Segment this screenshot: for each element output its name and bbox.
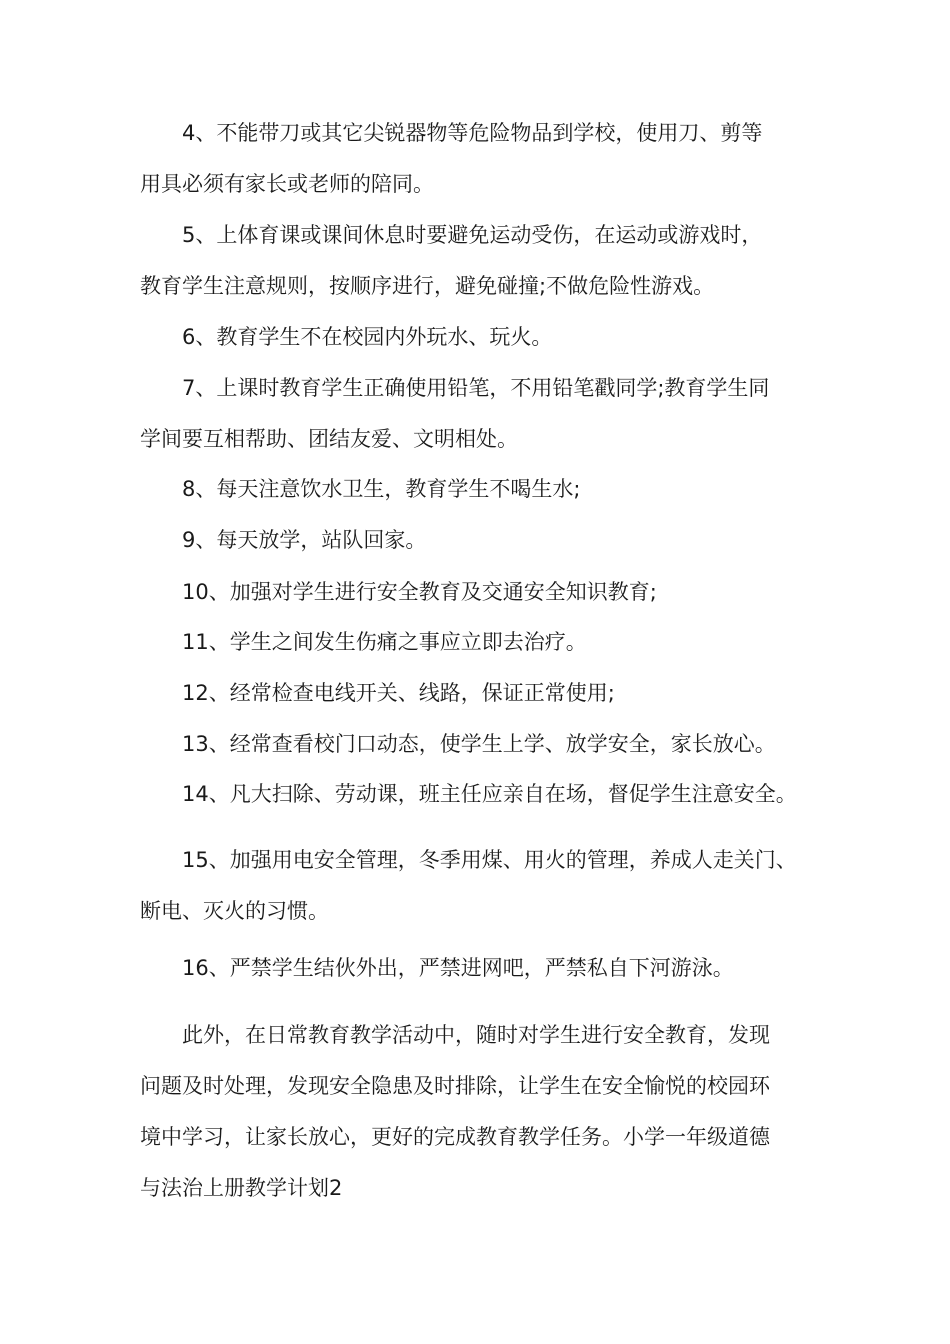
paragraph-line: 教育学生注意规则，按顺序进行，避免碰撞;不做危险性游戏。 xyxy=(140,274,715,298)
paragraph-line: 断电、灭火的习惯。 xyxy=(140,899,329,923)
paragraph-item-16 xyxy=(140,943,840,994)
paragraph-line: 8、每天注意饮水卫生，教育学生不喝生水; xyxy=(182,477,581,501)
paragraph-item-13 xyxy=(140,719,840,770)
paragraph-line: 14、凡大扫除、劳动课，班主任应亲自在场，督促学生注意安全。 xyxy=(182,782,797,806)
paragraph-item-4 xyxy=(140,108,840,210)
paragraph-line: 11、学生之间发生伤痛之事应立即去治疗。 xyxy=(182,630,587,654)
paragraph-item-14 xyxy=(140,769,840,820)
paragraph-closing xyxy=(140,1010,840,1214)
paragraph-item-10 xyxy=(140,567,840,618)
paragraph-line: 12、经常检查电线开关、线路，保证正常使用; xyxy=(182,681,615,705)
paragraph-item-11 xyxy=(140,617,840,668)
paragraph-item-8 xyxy=(140,464,840,515)
paragraph-line: 学间要互相帮助、团结友爱、文明相处。 xyxy=(140,427,518,451)
paragraph-item-6 xyxy=(140,312,840,363)
paragraph-line: 7、上课时教育学生正确使用铅笔，不用铅笔戳同学;教育学生同 xyxy=(182,376,770,400)
paragraph-line: 6、教育学生不在校园内外玩水、玩火。 xyxy=(182,325,553,349)
paragraph-line: 4、不能带刀或其它尖锐器物等危险物品到学校，使用刀、剪等 xyxy=(182,121,763,145)
paragraph-line: 问题及时处理，发现安全隐患及时排除，让学生在安全愉悦的校园环 xyxy=(140,1074,770,1098)
paragraph-line: 与法治上册教学计划2 xyxy=(140,1176,343,1200)
paragraph-item-7 xyxy=(140,363,840,465)
paragraph-line: 15、加强用电安全管理，冬季用煤、用火的管理，养成人走关门、 xyxy=(182,848,797,872)
paragraph-line: 10、加强对学生进行安全教育及交通安全知识教育; xyxy=(182,580,657,604)
paragraph-line: 境中学习，让家长放心，更好的完成教育教学任务。小学一年级道德 xyxy=(140,1125,770,1149)
paragraph-item-5 xyxy=(140,210,840,312)
paragraph-item-15 xyxy=(140,835,840,937)
paragraph-line: 9、每天放学，站队回家。 xyxy=(182,528,427,552)
paragraph-line: 用具必须有家长或老师的陪同。 xyxy=(140,172,434,196)
paragraph-line: 16、严禁学生结伙外出，严禁进网吧，严禁私自下河游泳。 xyxy=(182,956,734,980)
paragraph-item-12 xyxy=(140,668,840,719)
paragraph-line: 5、上体育课或课间休息时要避免运动受伤，在运动或游戏时， xyxy=(182,223,763,247)
paragraph-item-9 xyxy=(140,515,840,566)
paragraph-line: 13、经常查看校门口动态，使学生上学、放学安全，家长放心。 xyxy=(182,732,776,756)
paragraph-line: 此外，在日常教育教学活动中，随时对学生进行安全教育，发现 xyxy=(182,1023,770,1047)
